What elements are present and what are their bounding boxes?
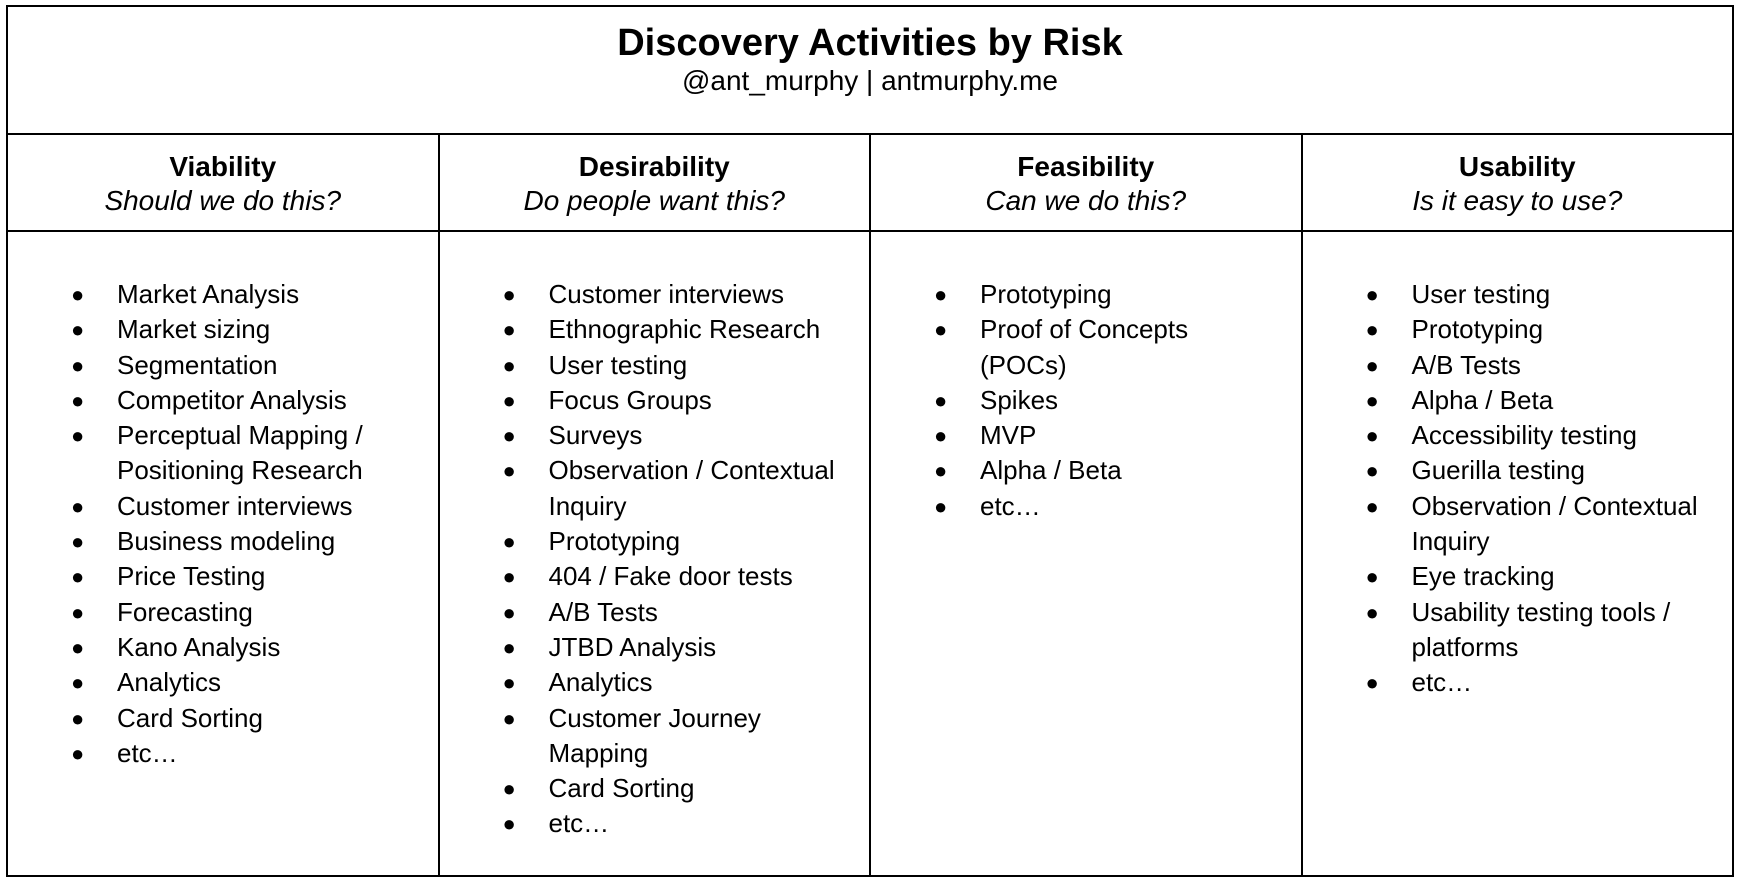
bullet-icon: ● xyxy=(934,423,948,449)
column-desirability xyxy=(440,135,872,875)
list-item xyxy=(8,312,418,347)
list-item xyxy=(8,559,418,594)
column-question: Should we do this? xyxy=(104,185,342,216)
column-title: Usability xyxy=(1458,151,1576,182)
bullet-icon: ● xyxy=(1365,387,1379,413)
list-item xyxy=(871,277,1281,312)
bullet-icon: ● xyxy=(71,705,85,731)
list-item-label: Market sizing xyxy=(117,314,271,345)
list-item-label: Card Sorting xyxy=(117,702,263,733)
column-question: Can we do this? xyxy=(985,185,1187,216)
list-item xyxy=(871,453,1281,488)
bullet-icon: ● xyxy=(1365,317,1379,343)
list-item xyxy=(8,524,418,559)
bullet-icon: ● xyxy=(934,282,948,307)
bullet-icon: ● xyxy=(1365,670,1379,696)
bullet-icon: ● xyxy=(1365,493,1379,519)
list-item-label: MVP xyxy=(980,420,1037,451)
list-item xyxy=(440,701,850,772)
page-subtitle: @ant_murphy | antmurphy.me xyxy=(681,65,1058,96)
bullet-icon: ● xyxy=(1365,352,1379,378)
list-item-label: Accessibility testing xyxy=(1411,420,1637,451)
bullet-icon: ● xyxy=(502,564,516,590)
activity-list xyxy=(8,277,438,771)
column-usability xyxy=(1303,135,1733,875)
list-item-label: Forecasting xyxy=(117,596,253,627)
bullet-icon: ● xyxy=(1365,423,1379,449)
bullet-icon: ● xyxy=(71,493,85,519)
list-item-label: etc… xyxy=(1411,667,1473,698)
bullet-icon: ● xyxy=(502,317,516,343)
list-item xyxy=(8,630,418,665)
list-item-label: Alpha / Beta xyxy=(1411,384,1554,415)
list-item xyxy=(440,524,850,559)
list-item xyxy=(8,277,418,312)
bullet-icon: ● xyxy=(934,493,948,519)
list-item-label: etc… xyxy=(548,808,610,839)
column-title: Desirability xyxy=(578,151,730,182)
bullet-icon: ● xyxy=(502,670,516,696)
list-item xyxy=(8,383,418,418)
list-item xyxy=(440,665,850,700)
bullet-icon: ● xyxy=(502,776,516,802)
list-item xyxy=(8,418,418,489)
list-item xyxy=(440,771,850,806)
activity-list xyxy=(1303,277,1733,701)
bullet-icon: ● xyxy=(934,387,948,413)
list-item xyxy=(440,453,850,524)
list-item-label: Perceptual Mapping / Positioning Research xyxy=(117,420,363,486)
bullet-icon: ● xyxy=(502,705,516,731)
column-header xyxy=(871,135,1301,232)
bullet-icon: ● xyxy=(502,811,516,837)
page-title: Discovery Activities by Risk xyxy=(617,22,1123,64)
list-item xyxy=(1303,277,1713,312)
activity-list xyxy=(871,277,1301,524)
list-item xyxy=(8,736,418,771)
risk-table xyxy=(6,5,1734,877)
bullet-icon: ● xyxy=(71,317,85,343)
list-item-label: Customer interviews xyxy=(548,279,785,309)
bullet-icon: ● xyxy=(502,634,516,660)
column-question: Do people want this? xyxy=(523,185,785,216)
list-item-label: Surveys xyxy=(548,420,643,451)
bullet-icon: ● xyxy=(502,352,516,378)
list-item-label: Spikes xyxy=(980,384,1059,415)
bullet-icon: ● xyxy=(1365,599,1379,625)
activity-list xyxy=(440,277,870,842)
list-item xyxy=(1303,418,1713,453)
list-item xyxy=(1303,559,1713,594)
list-item xyxy=(871,383,1281,418)
list-item-label: A/B Tests xyxy=(1411,349,1521,380)
column-body xyxy=(871,232,1301,875)
list-item-label: Alpha / Beta xyxy=(980,455,1122,486)
risk-columns xyxy=(8,135,1732,875)
column-header xyxy=(8,135,438,232)
list-item-label: Prototyping xyxy=(548,526,681,557)
list-item-label: Card Sorting xyxy=(548,773,695,804)
list-item-label: Ethnographic Research xyxy=(548,314,821,345)
bullet-icon: ● xyxy=(502,529,516,555)
bullet-icon: ● xyxy=(71,387,85,413)
column-title: Feasibility xyxy=(1017,151,1155,182)
list-item xyxy=(440,348,850,383)
bullet-icon: ● xyxy=(71,740,85,766)
bullet-icon: ● xyxy=(71,599,85,625)
list-item-label: Usability testing tools / platforms xyxy=(1411,596,1671,662)
list-item-label: etc… xyxy=(980,490,1041,521)
list-item-label: Prototyping xyxy=(980,279,1112,309)
list-item xyxy=(1303,665,1713,700)
column-title: Viability xyxy=(169,151,277,182)
list-item-label: Competitor Analysis xyxy=(117,384,347,415)
list-item-label: Observation / Contextual Inquiry xyxy=(1411,490,1698,557)
list-item xyxy=(440,312,850,347)
bullet-icon: ● xyxy=(71,634,85,660)
column-viability xyxy=(8,135,440,875)
list-item-label: Kano Analysis xyxy=(117,631,281,662)
list-item-label: JTBD Analysis xyxy=(548,631,717,662)
bullet-icon: ● xyxy=(71,352,85,378)
bullet-icon: ● xyxy=(71,670,85,696)
list-item xyxy=(440,277,850,312)
bullet-icon: ● xyxy=(71,529,85,555)
column-header xyxy=(1303,135,1733,232)
list-item-label: Price Testing xyxy=(117,561,266,592)
list-item-label: Market Analysis xyxy=(117,279,300,309)
list-item-label: A/B Tests xyxy=(548,596,658,627)
column-body xyxy=(8,232,438,875)
column-body xyxy=(1303,232,1733,875)
list-item-label: Observation / Contextual Inquiry xyxy=(548,455,835,521)
list-item xyxy=(1303,312,1713,347)
bullet-icon: ● xyxy=(502,423,516,449)
list-item xyxy=(8,595,418,630)
list-item xyxy=(1303,383,1713,418)
bullet-icon: ● xyxy=(502,282,516,307)
list-item-label: Guerilla testing xyxy=(1411,455,1585,486)
list-item-label: Analytics xyxy=(548,667,653,698)
list-item-label: Customer Journey Mapping xyxy=(548,702,761,768)
list-item-label: Analytics xyxy=(117,667,222,698)
list-item xyxy=(440,418,850,453)
bullet-icon: ● xyxy=(1365,458,1379,484)
list-item-label: etc… xyxy=(117,737,178,768)
bullet-icon: ● xyxy=(71,564,85,590)
list-item xyxy=(8,701,418,736)
list-item xyxy=(871,418,1281,453)
list-item xyxy=(440,559,850,594)
list-item xyxy=(1303,453,1713,488)
bullet-icon: ● xyxy=(934,317,948,343)
column-question: Is it easy to use? xyxy=(1412,185,1623,216)
column-body xyxy=(440,232,870,875)
bullet-icon: ● xyxy=(502,599,516,625)
bullet-icon: ● xyxy=(502,458,516,484)
list-item xyxy=(1303,348,1713,383)
list-item-label: 404 / Fake door tests xyxy=(548,561,793,592)
list-item-label: User testing xyxy=(548,349,688,380)
list-item xyxy=(8,665,418,700)
bullet-icon: ● xyxy=(71,423,85,449)
list-item xyxy=(1303,489,1713,560)
bullet-icon: ● xyxy=(71,282,85,307)
list-item-label: Customer interviews xyxy=(117,490,353,521)
column-feasibility xyxy=(871,135,1303,875)
list-item xyxy=(871,489,1281,524)
list-item-label: Segmentation xyxy=(117,349,278,380)
list-item xyxy=(440,383,850,418)
list-item xyxy=(440,806,850,841)
list-item-label: Prototyping xyxy=(1411,314,1544,345)
bullet-icon: ● xyxy=(1365,564,1379,590)
list-item xyxy=(1303,595,1713,666)
list-item-label: User testing xyxy=(1411,279,1551,309)
list-item xyxy=(871,312,1281,383)
bullet-icon: ● xyxy=(934,458,948,484)
list-item xyxy=(440,630,850,665)
list-item-label: Business modeling xyxy=(117,526,336,557)
list-item-label: Proof of Concepts (POCs) xyxy=(980,314,1189,380)
title-cell xyxy=(8,7,1732,135)
bullet-icon: ● xyxy=(502,387,516,413)
bullet-icon: ● xyxy=(1365,282,1379,307)
list-item xyxy=(8,489,418,524)
list-item xyxy=(8,348,418,383)
column-header xyxy=(440,135,870,232)
list-item-label: Eye tracking xyxy=(1411,561,1555,592)
list-item-label: Focus Groups xyxy=(548,384,712,415)
list-item xyxy=(440,595,850,630)
